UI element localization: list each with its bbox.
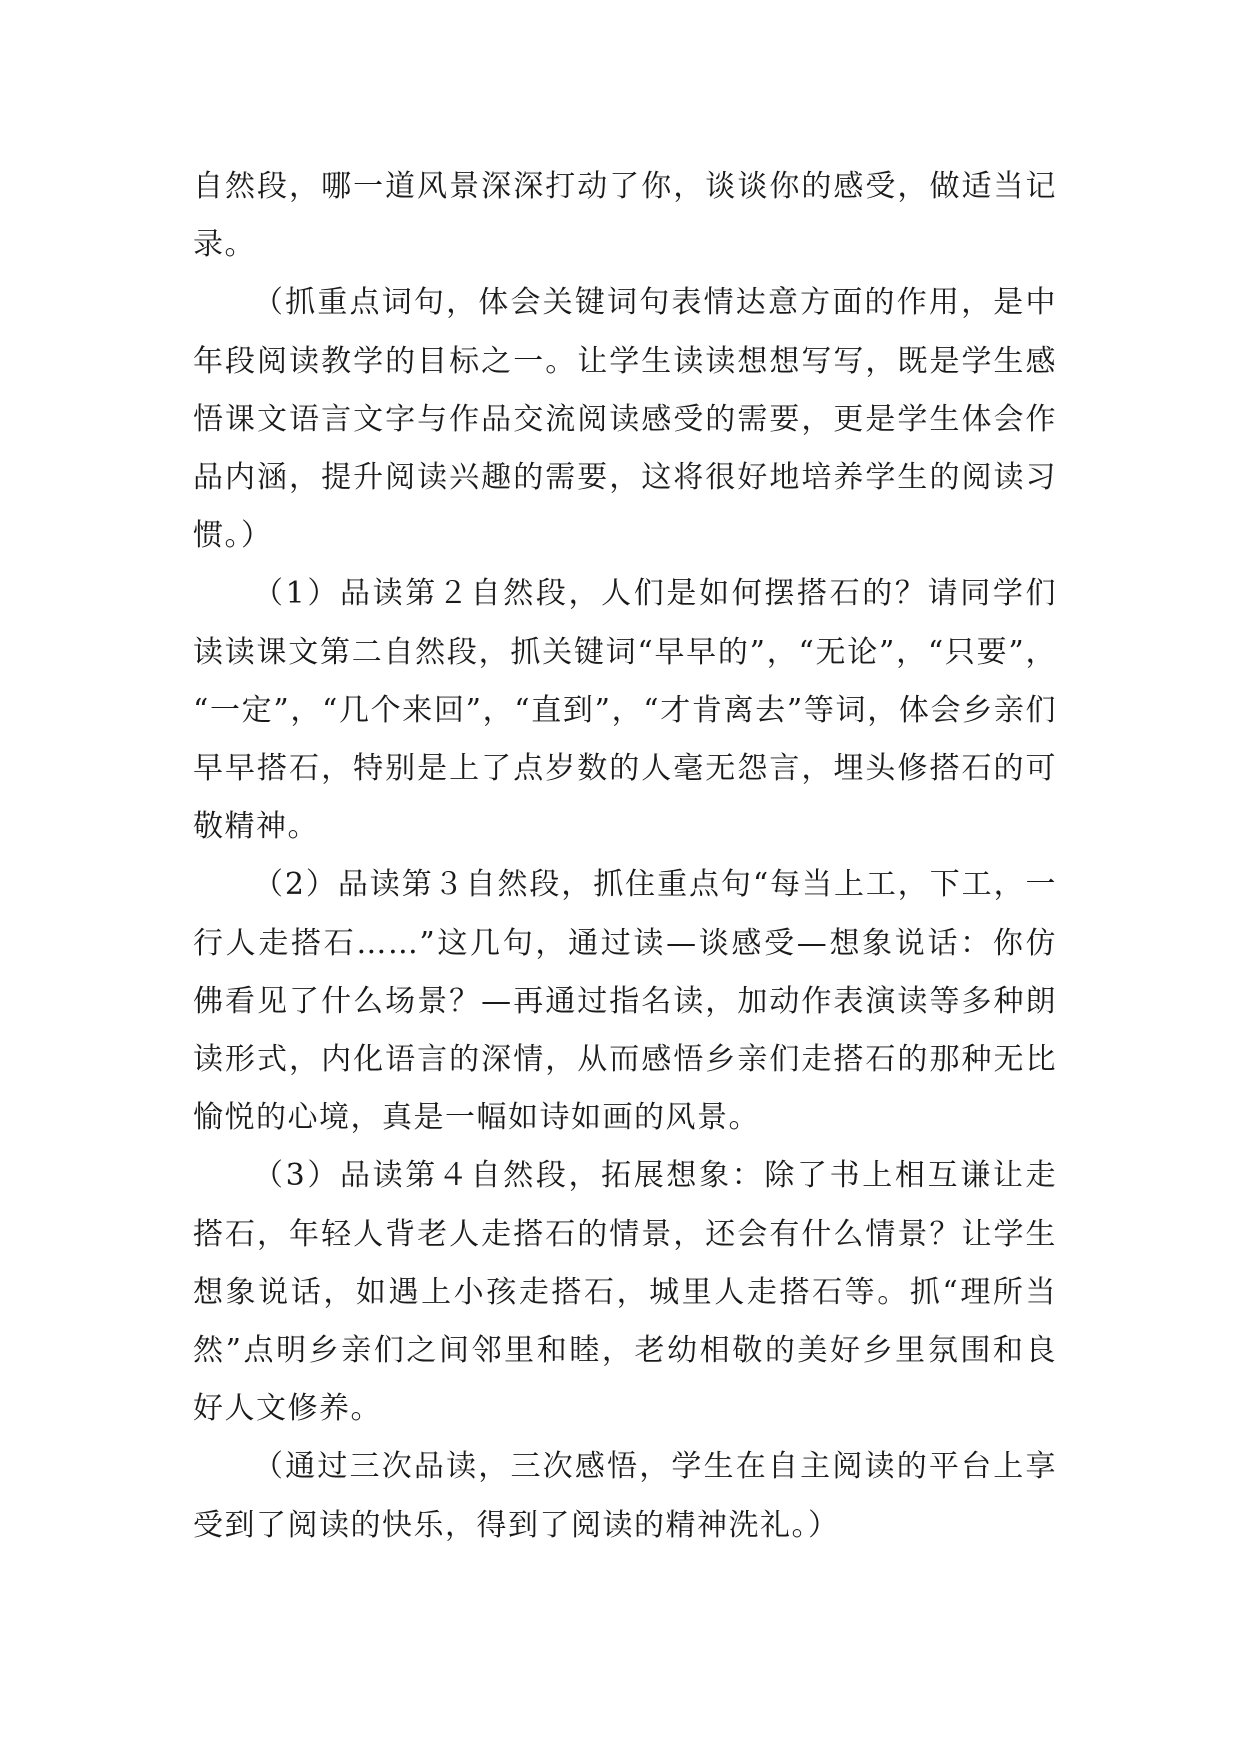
paragraph-3: （1）品读第２自然段，人们是如何摆搭石的？请同学们读读课文第二自然段，抓关键词“早早的”，“无论”，“只要”，“一定”，“几个来回”，“直到”，“才肯离去”等词，体会乡亲们早早搭石，特别是上了点岁数的人毫无怨言，埋头修搭石的可敬精神。 — [193, 576, 1057, 845]
paragraph-6: （通过三次品读，三次感悟，学生在自主阅读的平台上享受到了阅读的快乐，得到了阅读的精神洗礼。） — [193, 1449, 1057, 1543]
paragraph-4: （2）品读第３自然段，抓住重点句“每当上工，下工，一行人走搭石……”这几句，通过读—谈感受—想象说话：你仿佛看见了什么场景？—再通过指名读，加动作表演读等多种朗读形式，内化语言的深情，从而感悟乡亲们走搭石的那种无比愉悦的心境，真是一幅如诗如画的风景。 — [193, 867, 1057, 1136]
paragraph-5: （3）品读第４自然段，拓展想象：除了书上相互谦让走搭石，年轻人背老人走搭石的情景，还会有什么情景？让学生想象说话，如遇上小孩走搭石，城里人走搭石等。抓“理所当然”点明乡亲们之间邻里和睦，老幼相敬的美好乡里氛围和良好人文修养。 — [193, 1158, 1057, 1427]
paragraph-1: 自然段，哪一道风景深深打动了你，谈谈你的感受，做适当记录。 — [193, 169, 1057, 263]
document-body — [193, 158, 1057, 1555]
paragraph-2: （抓重点词句，体会关键词句表情达意方面的作用，是中年段阅读教学的目标之一。让学生读读想想写写，既是学生感悟课文语言文字与作品交流阅读感受的需要，更是学生体会作品内涵，提升阅读兴趣的需要，这将很好地培养学生的阅读习惯。） — [193, 285, 1057, 554]
